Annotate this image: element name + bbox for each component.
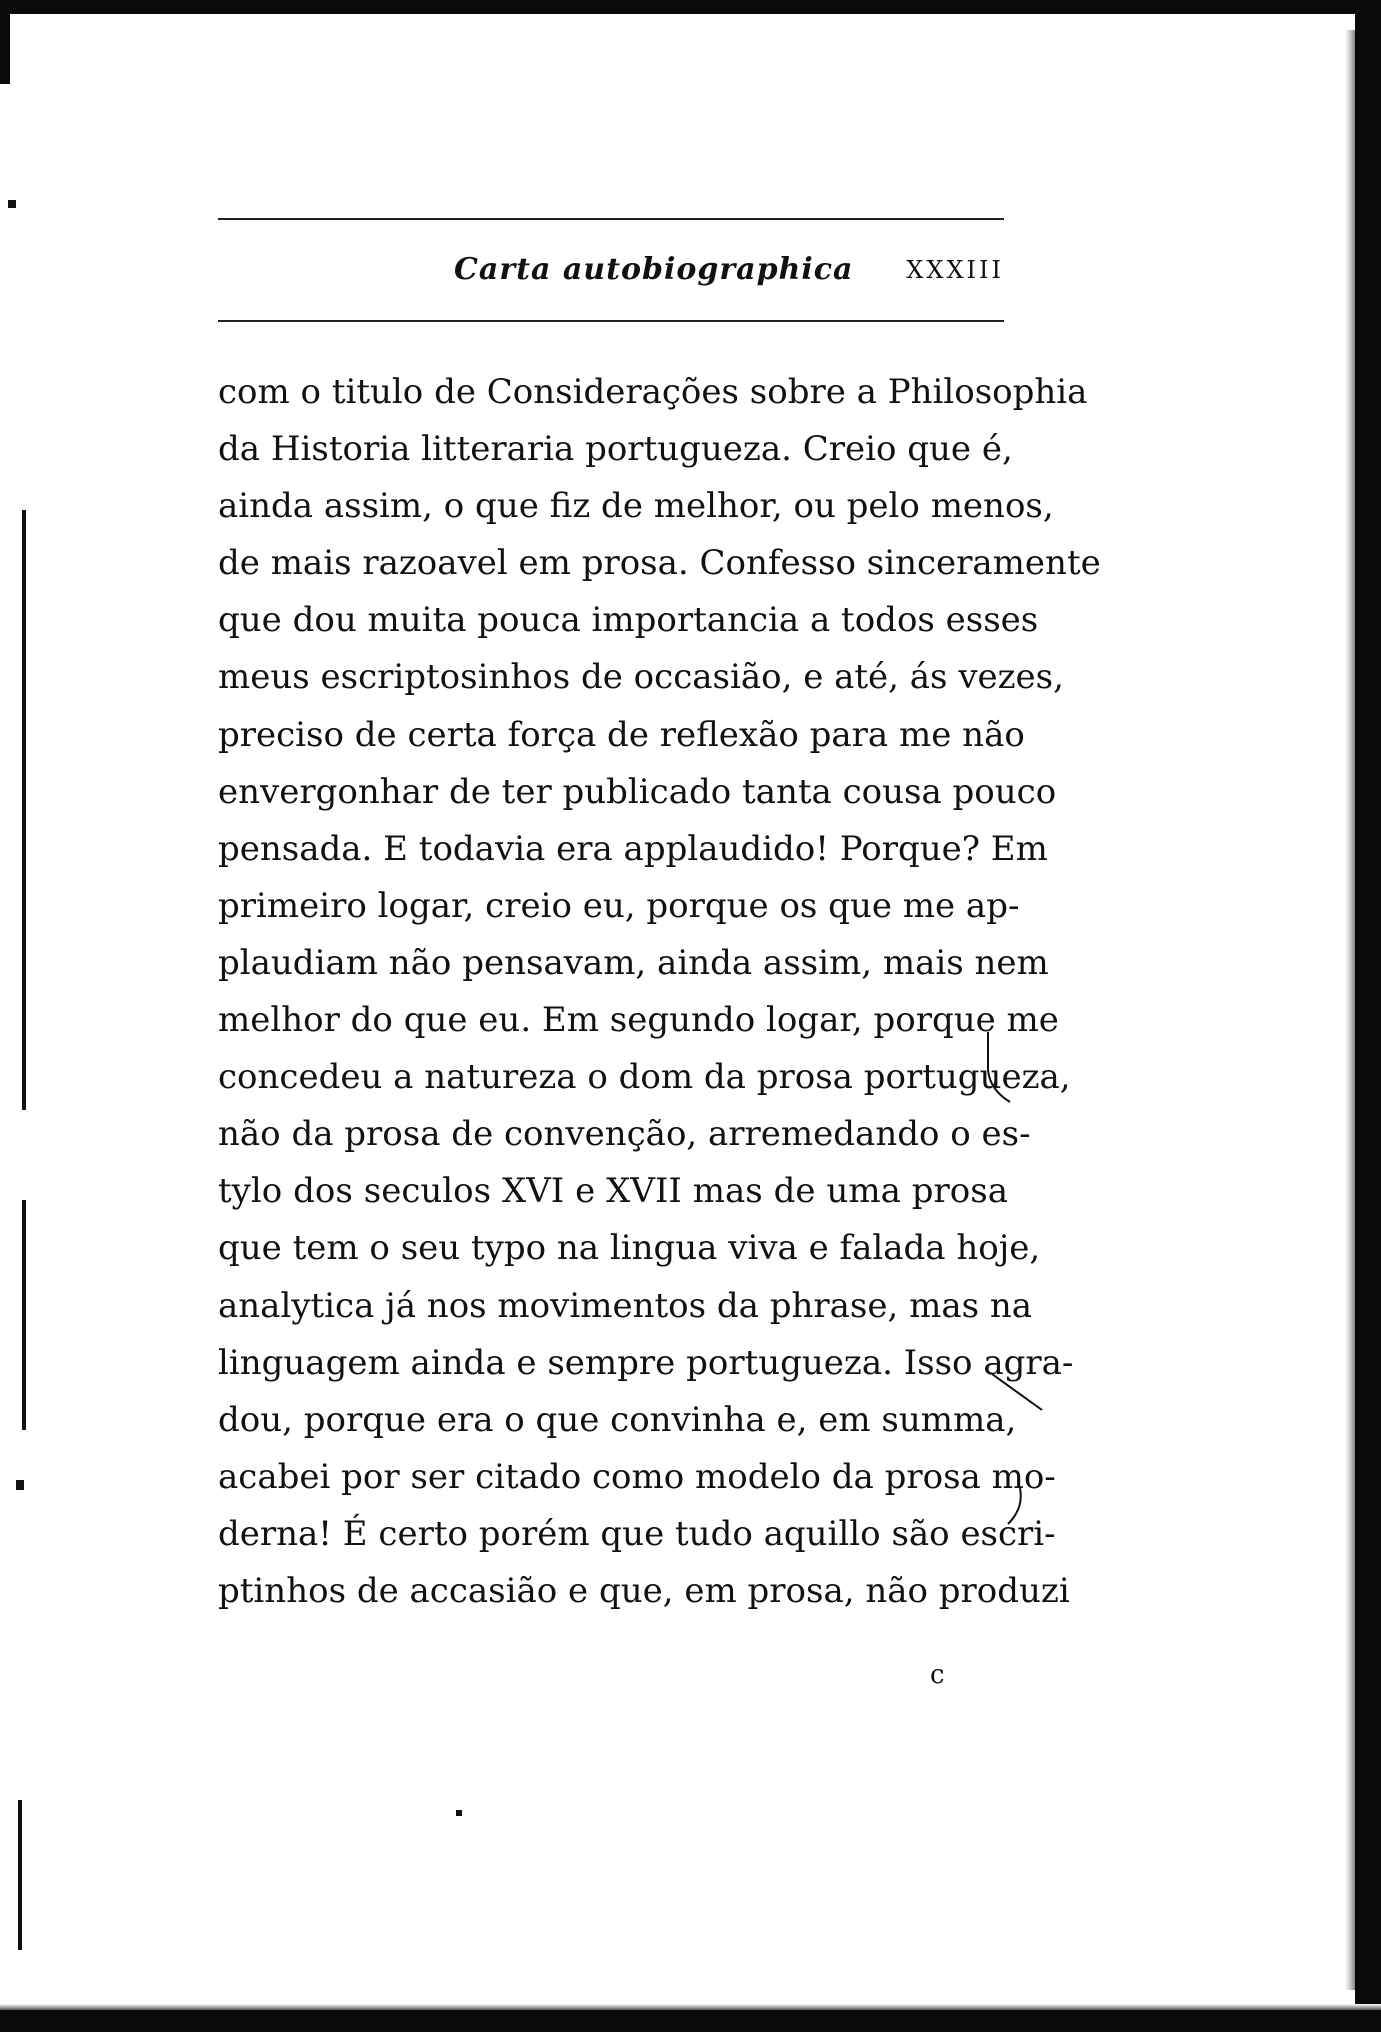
margin-speck xyxy=(8,200,16,208)
text-line: de mais razoavel em prosa. Confesso sinceramente xyxy=(218,543,1101,584)
margin-bar xyxy=(22,510,26,1110)
text-line: primeiro logar, creio eu, porque os que me ap- xyxy=(218,885,1020,926)
text-line: com o titulo de Considerações sobre a Philosophia xyxy=(218,372,1088,412)
scan-shadow-right xyxy=(1345,30,1355,1990)
running-header xyxy=(218,218,1004,322)
signature-mark: c xyxy=(930,1660,945,1690)
scan-border-top-hook xyxy=(0,14,10,84)
text-line: meus escriptosinhos de occasião, e até, ás vezes, xyxy=(218,657,1064,698)
text-line: analytica já nos movimentos da phrase, mas na xyxy=(218,1285,1033,1326)
margin-speck xyxy=(16,1480,24,1490)
text-line: tylo dos seculos XVI e XVII mas de uma prosa xyxy=(218,1171,1008,1212)
page-number: XXXIII xyxy=(906,256,1004,284)
running-title: Carta autobiographica xyxy=(454,252,854,287)
text-line: preciso de certa força de reflexão para me não xyxy=(218,714,1025,755)
margin-bar xyxy=(22,1200,26,1430)
body-text xyxy=(218,364,1101,1620)
text-line: que tem o seu typo na lingua viva e falada hoje, xyxy=(218,1228,1041,1269)
text-line: dou, porque era o que convinha e, em summa, xyxy=(218,1399,1017,1440)
scan-border-bottom xyxy=(0,2010,1381,2032)
margin-pen-mark xyxy=(1002,1484,1032,1534)
margin-pen-mark xyxy=(990,1370,1050,1420)
text-line: pensada. E todavia era applaudido! Porque? Em xyxy=(218,828,1048,869)
text-line: ptinhos de accasião e que, em prosa, não produzi xyxy=(218,1570,1070,1611)
text-line: acabei por ser citado como modelo da prosa mo- xyxy=(218,1456,1056,1497)
text-line: melhor do que eu. Em segundo logar, porque me xyxy=(218,1000,1059,1041)
margin-pen-mark xyxy=(980,1030,1030,1110)
text-line: concedeu a natureza o dom da prosa portugueza, xyxy=(218,1057,1071,1098)
text-line: derna! É certo porém que tudo aquillo são escri- xyxy=(218,1513,1056,1554)
page-speck xyxy=(456,1810,462,1816)
text-line: da Historia litteraria portugueza. Creio que é, xyxy=(218,429,1013,470)
text-line: ainda assim, o que fiz de melhor, ou pelo menos, xyxy=(218,486,1054,527)
header-rule-top xyxy=(218,218,1004,220)
text-line: linguagem ainda e sempre portugueza. Isso agra- xyxy=(218,1342,1074,1383)
header-rule-bottom xyxy=(218,320,1004,322)
text-line: que dou muita pouca importancia a todos esses xyxy=(218,600,1039,641)
text-line: plaudiam não pensavam, ainda assim, mais nem xyxy=(218,942,1049,983)
margin-bar xyxy=(18,1800,22,1950)
text-line: não da prosa de convenção, arremedando o es- xyxy=(218,1114,1031,1155)
scan-border-right xyxy=(1355,14,1381,2032)
scan-border-top xyxy=(0,0,1381,14)
text-line: envergonhar de ter publicado tanta cousa pouco xyxy=(218,771,1057,812)
